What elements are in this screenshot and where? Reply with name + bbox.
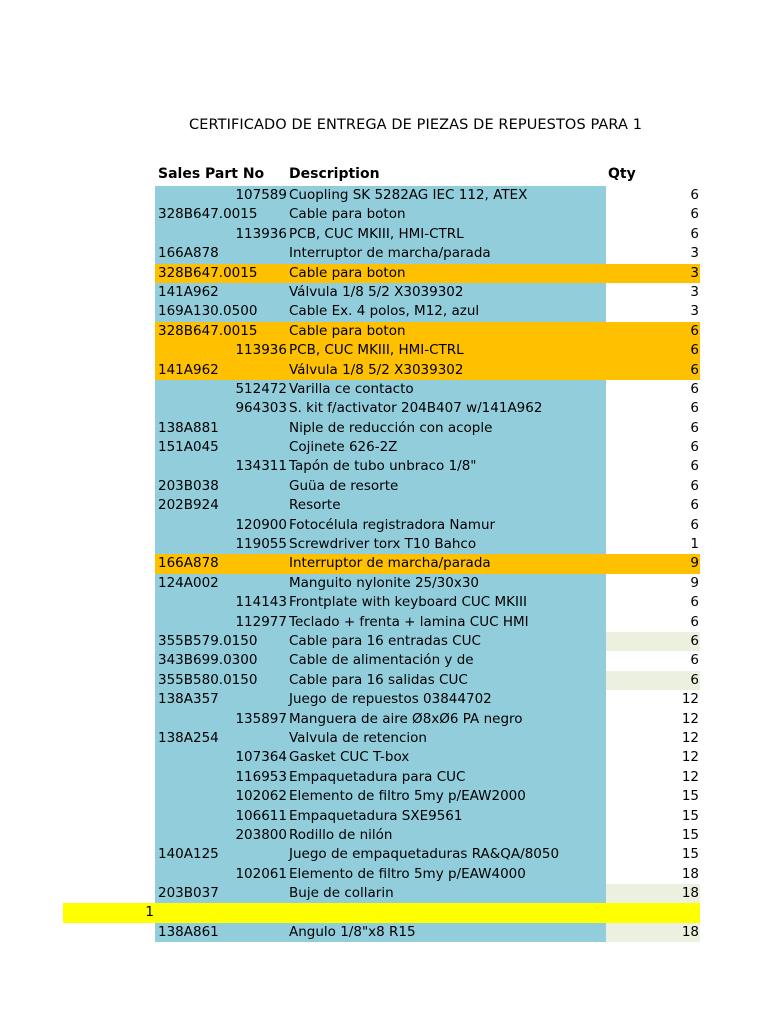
description-cell: Fotocélula registradora Namur <box>289 516 496 533</box>
qty-cell: 15 <box>681 826 699 843</box>
qty-cell: 1 <box>690 536 699 553</box>
part-number-cell: 119055 <box>235 536 287 553</box>
table-row <box>0 225 768 244</box>
parts-table <box>0 186 768 942</box>
description-cell: Válvula 1/8 5/2 X3039302 <box>289 361 464 378</box>
qty-cell: 6 <box>690 652 699 669</box>
part-number-cell: 355B579.0150 <box>158 632 258 649</box>
qty-cell: 6 <box>690 361 699 378</box>
qty-cell: 6 <box>690 400 699 417</box>
part-number-cell: 124A002 <box>158 574 219 591</box>
part-number-cell: 203800 <box>235 826 287 843</box>
qty-fill <box>606 593 700 612</box>
table-header <box>155 166 700 186</box>
part-number-cell: 113936 <box>235 225 287 242</box>
qty-fill <box>606 186 700 205</box>
part-number-cell: 328B647.0015 <box>158 264 258 281</box>
part-number-cell: 138A254 <box>158 729 219 746</box>
qty-cell: 6 <box>690 206 699 223</box>
qty-fill <box>606 535 700 554</box>
qty-fill <box>606 225 700 244</box>
table-row <box>0 845 768 864</box>
table-row <box>0 438 768 457</box>
qty-cell: 6 <box>690 419 699 436</box>
qty-fill <box>606 632 700 651</box>
qty-cell: 6 <box>690 516 699 533</box>
description-cell: Gasket CUC T-box <box>289 749 410 766</box>
description-cell: S. kit f/activator 204B407 w/141A962 <box>289 400 543 417</box>
part-number-cell: 138A861 <box>158 923 219 940</box>
qty-cell: 3 <box>690 264 699 281</box>
table-row <box>0 302 768 321</box>
qty-cell: 6 <box>690 458 699 475</box>
description-cell: PCB, CUC MKIII, HMI-CTRL <box>289 225 464 242</box>
table-row <box>0 787 768 806</box>
description-cell: Buje de collarin <box>289 885 394 902</box>
part-number-cell: 112977 <box>235 613 287 630</box>
table-row <box>0 923 768 942</box>
qty-fill <box>606 361 700 380</box>
description-cell: Empaquetadura para CUC <box>289 768 466 785</box>
qty-fill <box>606 651 700 670</box>
part-number-cell: 328B647.0015 <box>158 322 258 339</box>
description-cell: Cable de alimentación y de <box>289 652 474 669</box>
qty-cell: 18 <box>681 865 699 882</box>
description-cell: Cable para boton <box>289 322 406 339</box>
description-cell: Teclado + frenta + lamina CUC HMI <box>289 613 529 630</box>
description-cell: Cuopling SK 5282AG IEC 112, ATEX <box>289 187 528 203</box>
part-number-cell: 107589 <box>235 187 287 203</box>
description-cell: Frontplate with keyboard CUC MKIII <box>289 594 527 611</box>
qty-cell: 12 <box>681 691 699 708</box>
qty-fill <box>606 302 700 321</box>
column-header-qty: Qty <box>608 166 636 182</box>
qty-cell: 6 <box>690 439 699 456</box>
part-number-cell: 151A045 <box>158 439 219 456</box>
part-number-cell: 113936 <box>235 342 287 359</box>
qty-cell: 6 <box>690 225 699 242</box>
table-row <box>0 264 768 283</box>
qty-cell: 12 <box>681 749 699 766</box>
qty-cell: 6 <box>690 594 699 611</box>
qty-fill <box>606 283 700 302</box>
description-cell: PCB, CUC MKIII, HMI-CTRL <box>289 342 464 359</box>
part-number-cell: 166A878 <box>158 245 219 262</box>
table-row <box>0 671 768 690</box>
description-cell: Cable Ex. 4 polos, M12, azul <box>289 303 480 320</box>
table-row <box>0 690 768 709</box>
qty-fill <box>606 574 700 593</box>
qty-cell: 6 <box>690 671 699 688</box>
qty-fill <box>606 477 700 496</box>
table-row <box>0 710 768 729</box>
highlight-bar <box>63 903 700 922</box>
description-cell: Cable para boton <box>289 264 406 281</box>
qty-fill <box>606 671 700 690</box>
part-number-cell: 203B037 <box>158 885 219 902</box>
table-row <box>0 807 768 826</box>
qty-fill <box>606 264 700 283</box>
qty-cell: 12 <box>681 729 699 746</box>
table-row <box>0 283 768 302</box>
description-cell: Rodillo de nilón <box>289 826 393 843</box>
description-cell: Interruptor de marcha/parada <box>289 245 491 262</box>
description-cell: Empaquetadura SXE9561 <box>289 807 463 824</box>
qty-fill <box>606 613 700 632</box>
part-number-cell: 138A357 <box>158 691 219 708</box>
table-row <box>0 748 768 767</box>
part-number-cell: 106611 <box>235 807 287 824</box>
qty-cell: 6 <box>690 187 699 203</box>
description-cell: Juego de repuestos 03844702 <box>289 691 492 708</box>
qty-fill <box>606 399 700 418</box>
part-number-cell: 512472 <box>235 380 287 397</box>
description-cell: Manguito nylonite 25/30x30 <box>289 574 480 591</box>
qty-cell: 6 <box>690 380 699 397</box>
part-number-cell: 135897 <box>235 710 287 727</box>
qty-fill <box>606 496 700 515</box>
part-number-cell: 166A878 <box>158 555 219 572</box>
qty-fill <box>606 457 700 476</box>
table-row <box>0 361 768 380</box>
part-number-cell: 141A962 <box>158 361 219 378</box>
table-row <box>0 516 768 535</box>
description-cell: Guüa de resorte <box>289 477 399 494</box>
table-row <box>0 399 768 418</box>
description-cell: Cable para 16 entradas CUC <box>289 632 481 649</box>
qty-cell: 3 <box>690 303 699 320</box>
description-cell: Manguera de aire Ø8xØ6 PA negro <box>289 710 523 727</box>
description-cell: Varilla ce contacto <box>289 380 414 397</box>
part-number-cell: 120900 <box>235 516 287 533</box>
description-cell: Cable para boton <box>289 206 406 223</box>
qty-cell: 15 <box>681 788 699 805</box>
qty-cell: 15 <box>681 846 699 863</box>
qty-fill <box>606 438 700 457</box>
table-row <box>0 244 768 263</box>
description-cell: Elemento de filtro 5my p/EAW2000 <box>289 788 526 805</box>
table-row <box>0 729 768 748</box>
description-cell: Tapón de tubo unbraco 1/8" <box>289 458 477 475</box>
table-row <box>0 903 768 922</box>
qty-cell: 9 <box>690 574 699 591</box>
table-row <box>0 457 768 476</box>
row-number-cell: 1 <box>145 904 154 921</box>
table-row <box>0 535 768 554</box>
qty-fill <box>606 341 700 360</box>
table-row <box>0 341 768 360</box>
table-row <box>0 380 768 399</box>
description-cell: Screwdriver torx T10 Bahco <box>289 536 477 553</box>
description-cell: Válvula 1/8 5/2 X3039302 <box>289 283 464 300</box>
part-number-cell: 328B647.0015 <box>158 206 258 223</box>
table-row <box>0 651 768 670</box>
qty-fill <box>606 380 700 399</box>
qty-cell: 15 <box>681 807 699 824</box>
table-row <box>0 593 768 612</box>
table-row <box>0 826 768 845</box>
part-number-cell: 114143 <box>235 594 287 611</box>
description-cell: Juego de empaquetaduras RA&QA/8050 <box>289 846 560 863</box>
qty-cell: 6 <box>690 322 699 339</box>
qty-cell: 3 <box>690 283 699 300</box>
column-header-part: Sales Part No <box>158 166 265 182</box>
table-row <box>0 574 768 593</box>
description-cell: Valvula de retencion <box>289 729 427 746</box>
table-row <box>0 865 768 884</box>
part-number-cell: 134311 <box>235 458 287 475</box>
part-number-cell: 141A962 <box>158 283 219 300</box>
qty-fill <box>606 322 700 341</box>
description-cell: Niple de reducción con acople <box>289 419 493 436</box>
part-number-cell: 355B580.0150 <box>158 671 258 688</box>
document-title: CERTIFICADO DE ENTREGA DE PIEZAS DE REPUESTOS PARA 1 <box>189 117 643 133</box>
part-number-cell: 343B699.0300 <box>158 652 258 669</box>
part-number-cell: 116953 <box>235 768 287 785</box>
part-number-cell: 102062 <box>235 788 287 805</box>
qty-fill <box>606 419 700 438</box>
qty-cell: 3 <box>690 245 699 262</box>
qty-fill <box>606 244 700 263</box>
qty-fill <box>606 554 700 573</box>
part-number-cell: 102061 <box>235 865 287 882</box>
qty-cell: 12 <box>681 768 699 785</box>
qty-fill <box>606 205 700 224</box>
part-number-cell: 202B924 <box>158 497 219 514</box>
description-cell: Angulo 1/8"x8 R15 <box>289 923 416 940</box>
qty-cell: 6 <box>690 613 699 630</box>
column-header-description: Description <box>289 166 380 182</box>
qty-cell: 18 <box>681 885 699 902</box>
qty-cell: 6 <box>690 497 699 514</box>
qty-fill <box>606 516 700 535</box>
table-row <box>0 496 768 515</box>
row-fill <box>155 496 606 515</box>
table-row <box>0 632 768 651</box>
description-cell: Cable para 16 salidas CUC <box>289 671 468 688</box>
part-number-cell: 964303 <box>235 400 287 417</box>
table-row <box>0 419 768 438</box>
qty-cell: 6 <box>690 342 699 359</box>
description-cell: Resorte <box>289 497 341 514</box>
table-row <box>0 477 768 496</box>
table-row <box>0 205 768 224</box>
description-cell: Interruptor de marcha/parada <box>289 555 491 572</box>
part-number-cell: 203B038 <box>158 477 219 494</box>
part-number-cell: 107364 <box>235 749 287 766</box>
description-cell: Cojinete 626-2Z <box>289 439 398 456</box>
table-row <box>0 613 768 632</box>
table-row <box>0 768 768 787</box>
table-row <box>0 884 768 903</box>
table-row <box>0 322 768 341</box>
qty-cell: 6 <box>690 632 699 649</box>
table-row <box>0 186 768 205</box>
qty-cell: 6 <box>690 477 699 494</box>
qty-cell: 18 <box>681 923 699 940</box>
part-number-cell: 140A125 <box>158 846 219 863</box>
table-row <box>0 554 768 573</box>
description-cell: Elemento de filtro 5my p/EAW4000 <box>289 865 526 882</box>
part-number-cell: 169A130.0500 <box>158 303 258 320</box>
part-number-cell: 138A881 <box>158 419 219 436</box>
qty-cell: 12 <box>681 710 699 727</box>
qty-cell: 9 <box>690 555 699 572</box>
